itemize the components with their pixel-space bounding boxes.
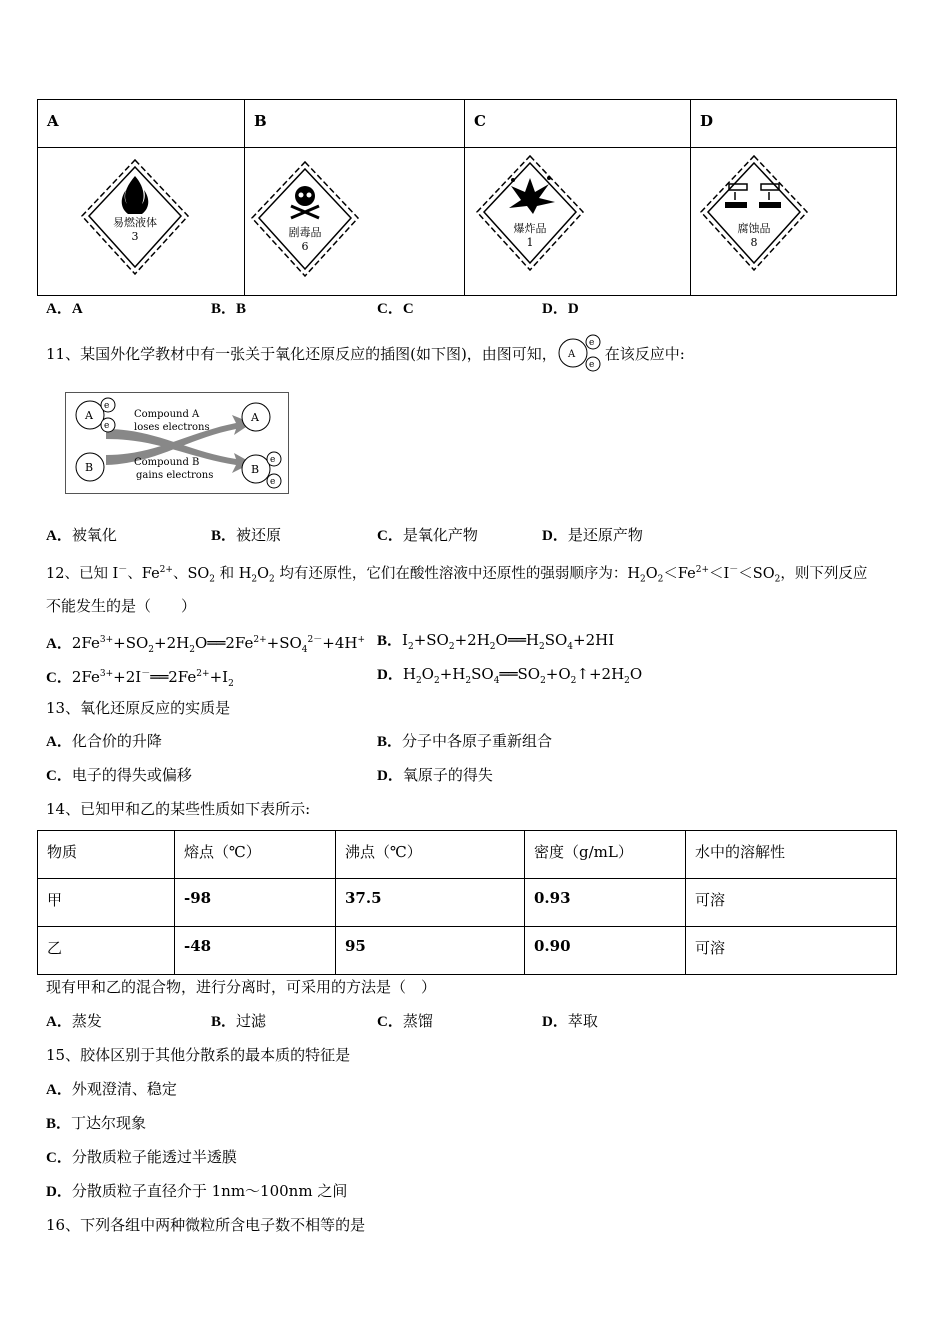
q16-stem: 16、下列各组中两种微粒所含电子数不相等的是 (46, 1216, 366, 1234)
q10-option-c[interactable]: C．C (377, 301, 414, 317)
q11-option-a[interactable]: A．被氧化 (46, 526, 117, 544)
table-cell: 甲 (47, 891, 63, 909)
q10-option-b[interactable]: B．B (211, 301, 247, 317)
q15-stem: 15、胶体区别于其他分散系的最本质的特征是 (46, 1046, 351, 1064)
q12-option-a[interactable]: A．$2Fe^{3+}+SO_2+2H_2O══2Fe^{2+}+SO_4^{2-}+4H^+$ (46, 634, 365, 655)
q14-followup: 现有甲和乙的混合物，进行分离时，可采用的方法是（ ） (46, 978, 437, 996)
svg-text:e: e (588, 360, 595, 370)
hazard-header-d: D (700, 112, 714, 130)
corrosion-icon (699, 154, 809, 274)
table-header: 水中的溶解性 (695, 843, 786, 861)
table-row (38, 879, 897, 927)
figure-atom-a-left: A (85, 409, 93, 422)
hazard-sign-explosive (465, 148, 690, 295)
electron-atom-icon (557, 338, 605, 370)
q10-option-a[interactable]: A．A (46, 301, 83, 317)
hazard-header-c: C (474, 112, 486, 130)
q13-option-d[interactable]: D．氧原子的得失 (377, 766, 493, 784)
figure-caption-3: Compound B (134, 457, 200, 468)
hazard-table (37, 99, 897, 296)
redox-figure (65, 392, 289, 494)
table-cell: 可溶 (695, 939, 726, 957)
hazard-header-a: A (47, 112, 59, 130)
q11-option-b[interactable]: B．被还原 (211, 526, 282, 544)
redox-diagram (66, 393, 288, 493)
svg-text:A: A (567, 349, 576, 360)
figure-caption-2: loses electrons (134, 422, 210, 433)
table-header: 熔点（℃） (184, 843, 261, 861)
skull-icon (250, 160, 360, 280)
toxic-label: 剧毒品 (288, 226, 322, 239)
table-cell: 37.5 (345, 889, 382, 907)
table-cell: 乙 (47, 939, 63, 957)
svg-text:e: e (104, 421, 110, 431)
hazard-sign-flammable (38, 148, 244, 295)
figure-caption-4: gains electrons (136, 470, 214, 481)
q13-option-c[interactable]: C．电子的得失或偏移 (46, 766, 192, 784)
q12-option-b[interactable]: B．$I_2+SO_2+2H_2O══H_2SO_4+2HI$ (377, 631, 615, 652)
hazard-sign-corrosive (691, 148, 896, 295)
explosive-class: 1 (526, 236, 534, 249)
q13-stem: 13、氧化还原反应的实质是 (46, 699, 231, 717)
q12-option-c[interactable]: C．$2Fe^{3+}+2I^-══2Fe^{2+}+I_2$ (46, 668, 234, 689)
corrosive-label: 腐蚀品 (737, 222, 771, 235)
flammable-label: 易燃液体 (113, 216, 157, 229)
properties-table (37, 830, 897, 975)
q15-option-b[interactable]: B．丁达尔现象 (46, 1114, 147, 1132)
table-cell: -48 (184, 937, 212, 955)
toxic-class: 6 (301, 240, 309, 253)
q12-option-d[interactable]: D．$H_2O_2+H_2SO_4══SO_2+O_2↑+2H_2O$ (377, 665, 643, 686)
q14-stem: 14、已知甲和乙的某些性质如下表所示: (46, 800, 311, 818)
svg-text:e: e (104, 401, 110, 411)
explosion-icon (475, 154, 585, 274)
q15-option-c[interactable]: C．分散质粒子能透过半透膜 (46, 1148, 237, 1166)
figure-caption-1: Compound A (134, 409, 200, 420)
figure-atom-b-right: B (251, 463, 260, 476)
figure-atom-a-right: A (251, 411, 259, 424)
q10-option-d[interactable]: D．D (542, 301, 579, 317)
q13-option-b[interactable]: B．分子中各原子重新组合 (377, 732, 553, 750)
q11-option-d[interactable]: D．是还原产物 (542, 526, 643, 544)
q14-option-c[interactable]: C．蒸馏 (377, 1012, 433, 1030)
q15-option-d[interactable]: D．分散质粒子直径介于 1nm～100nm 之间 (46, 1182, 348, 1200)
table-header: 密度（g/mL） (534, 843, 633, 861)
table-cell: 95 (345, 937, 366, 955)
svg-text:e: e (270, 455, 276, 465)
q12-stem-line2: 不能发生的是（ ） (46, 597, 197, 615)
table-header: 沸点（℃） (345, 843, 422, 861)
svg-text:e: e (588, 338, 595, 348)
table-cell: 0.93 (534, 889, 571, 907)
q14-option-d[interactable]: D．萃取 (542, 1012, 598, 1030)
hazard-sign-toxic (245, 148, 464, 295)
q11-option-c[interactable]: C．是氧化产物 (377, 526, 478, 544)
figure-atom-b-left: B (85, 461, 94, 474)
table-header: 物质 (47, 843, 78, 861)
hazard-header-b: B (254, 112, 267, 130)
q14-option-a[interactable]: A．蒸发 (46, 1012, 102, 1030)
q11-stem: 11、某国外化学教材中有一张关于氧化还原反应的插图(如下图)，由图可知， A e e 在该反应中: (46, 344, 685, 365)
q15-option-a[interactable]: A．外观澄清、稳定 (46, 1080, 177, 1098)
q14-option-b[interactable]: B．过滤 (211, 1012, 267, 1030)
table-cell: -98 (184, 889, 212, 907)
q13-option-a[interactable]: A．化合价的升降 (46, 732, 162, 750)
table-row (38, 927, 897, 975)
table-cell: 0.90 (534, 937, 571, 955)
table-cell: 可溶 (695, 891, 726, 909)
flammable-class: 3 (131, 230, 139, 243)
q12-stem: 12、已知 I－、$Fe^{2+}$、$SO_2$ 和 $H_2O_2$ 均有还原性，它们在酸性溶液中还原性的强弱顺序为：$H_2O_2<Fe^{2+}<I^-<SO_2$，则下列反应 (46, 565, 868, 585)
corrosive-class: 8 (750, 236, 758, 249)
explosive-label: 爆炸品 (513, 222, 547, 235)
svg-text:e: e (270, 477, 276, 487)
